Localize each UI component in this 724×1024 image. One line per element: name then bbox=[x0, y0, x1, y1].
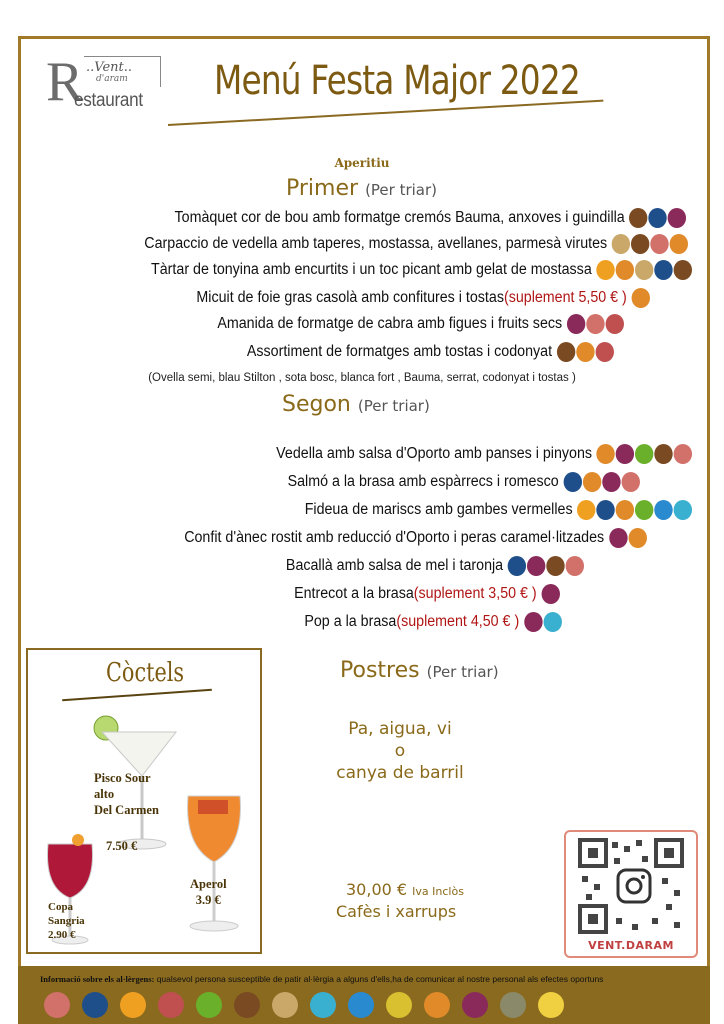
milk-icon bbox=[234, 992, 260, 1018]
sangria-price: 2.90 € bbox=[48, 929, 76, 941]
drink-line2: o bbox=[394, 741, 406, 761]
soy-icon bbox=[500, 992, 526, 1018]
drink-line3: canya de barril bbox=[336, 763, 464, 783]
allergen-footer bbox=[18, 966, 710, 1024]
segon-dish bbox=[276, 444, 692, 464]
gluten-icon bbox=[424, 992, 450, 1018]
sangria-line2: Sangria bbox=[48, 915, 85, 927]
primer-dish bbox=[151, 260, 692, 280]
aperitiu-label: Aperitiu bbox=[334, 156, 390, 170]
mustard-icon bbox=[158, 992, 184, 1018]
mustard-icon bbox=[606, 314, 624, 334]
gluten-icon bbox=[583, 472, 601, 492]
dish-supplement: (suplement 4,50 € ) bbox=[396, 613, 520, 630]
menu-price bbox=[346, 880, 464, 899]
gluten-icon bbox=[632, 288, 650, 308]
allergen-icons bbox=[631, 288, 650, 308]
fish-icon bbox=[648, 208, 666, 228]
gluten-icon bbox=[596, 444, 614, 464]
milk-icon bbox=[631, 234, 649, 254]
cocktails-box bbox=[26, 648, 262, 954]
gluten-icon bbox=[616, 500, 634, 520]
celery-icon bbox=[635, 444, 653, 464]
dish-name: Salmó a la brasa amb espàrrecs i romesco bbox=[287, 473, 560, 490]
nuts-icon bbox=[622, 472, 640, 492]
mustard-icon bbox=[596, 342, 614, 362]
nuts-icon bbox=[650, 234, 668, 254]
fish-icon bbox=[596, 500, 614, 520]
allergen-info-title: Informació sobre els al·lèrgens: bbox=[40, 974, 155, 984]
sangria-line1: Copa bbox=[48, 901, 74, 913]
primer-dish bbox=[144, 234, 688, 254]
nuts-icon bbox=[586, 314, 604, 334]
egg-icon bbox=[596, 260, 614, 280]
aperol-label bbox=[190, 876, 227, 908]
gluten-icon bbox=[628, 528, 646, 548]
dish-supplement: (suplement 5,50 € ) bbox=[504, 289, 627, 306]
dish-name: Pop a la brasa bbox=[304, 613, 397, 630]
gluten-icon bbox=[616, 260, 634, 280]
postres-title: Postres bbox=[340, 658, 420, 683]
segon-dish bbox=[305, 500, 692, 520]
milk-icon bbox=[674, 260, 692, 280]
allergen-icons bbox=[507, 556, 584, 576]
logo-r: R bbox=[46, 51, 84, 113]
cocktails-title: Còctels bbox=[106, 658, 185, 688]
mollusc-icon bbox=[310, 992, 336, 1018]
allergen-info-text: qualsevol persona susceptible de patir al·lèrgia a alguns d'ells,ha de comunicar al nostre personal als efectes oportuns bbox=[154, 974, 604, 984]
pisco-line2: alto bbox=[94, 787, 115, 801]
allergen-info bbox=[40, 974, 603, 984]
aperol-glass-icon bbox=[180, 786, 250, 936]
sesame-icon bbox=[612, 234, 630, 254]
fish-icon bbox=[82, 992, 108, 1018]
crustacean-icon bbox=[348, 992, 374, 1018]
segon-dish bbox=[286, 556, 584, 576]
aperol-price: 3.9 € bbox=[195, 893, 221, 907]
pisco-line1: Pisco Sour bbox=[94, 771, 151, 785]
dish-name: Tàrtar de tonyina amb encurtits i un toc picant amb gelat de mostassa bbox=[151, 261, 592, 278]
primer-subtitle: (Per triar) bbox=[365, 181, 438, 199]
sulphite-icon bbox=[527, 556, 545, 576]
sesame-icon bbox=[635, 260, 653, 280]
gluten-icon bbox=[576, 342, 594, 362]
dish-name: Fideua de mariscs amb gambes vermelles bbox=[304, 501, 573, 518]
sulphite-icon bbox=[542, 584, 560, 604]
segon-dish bbox=[294, 584, 560, 604]
pisco-line3: Del Carmen bbox=[94, 803, 159, 817]
fish-icon bbox=[654, 260, 672, 280]
dish-name: Entrecot a la brasa bbox=[294, 585, 415, 602]
milk-icon bbox=[629, 208, 647, 228]
allergen-icon-row bbox=[44, 992, 564, 1018]
segon-dish bbox=[288, 472, 640, 492]
qr-label: VENT.DARAM bbox=[588, 939, 674, 952]
primer-dish bbox=[197, 288, 650, 308]
allergen-icons bbox=[563, 472, 640, 492]
segon-dish bbox=[184, 528, 646, 548]
segon-subtitle: (Per triar) bbox=[357, 397, 430, 415]
price-note: Iva Inclòs bbox=[412, 885, 464, 898]
logo-daram: d'aram bbox=[96, 74, 128, 84]
allergen-icons bbox=[556, 342, 614, 362]
allergen-icons bbox=[523, 612, 562, 632]
segon-dish bbox=[305, 612, 562, 632]
primer-heading bbox=[286, 176, 437, 201]
fish-icon bbox=[564, 472, 582, 492]
allergen-icons bbox=[607, 528, 646, 548]
peanut-icon bbox=[538, 992, 564, 1018]
primer-dish bbox=[174, 208, 686, 228]
allergen-icons bbox=[611, 234, 688, 254]
pisco-price: 7.50 € bbox=[106, 839, 138, 853]
sulphite-icon bbox=[608, 528, 626, 548]
drink-line1: Pa, aigua, vi bbox=[348, 719, 452, 739]
sangria-label bbox=[48, 900, 85, 942]
allergen-icons bbox=[541, 584, 560, 604]
sesame-icon bbox=[272, 992, 298, 1018]
egg-icon bbox=[120, 992, 146, 1018]
sulphite-icon bbox=[602, 472, 620, 492]
egg-icon bbox=[577, 500, 595, 520]
dish-name: Confit d'ànec rostit amb reducció d'Oporto i peras caramel·litzades bbox=[183, 529, 604, 546]
primer-dish bbox=[247, 342, 614, 362]
mollusc-icon bbox=[544, 612, 562, 632]
dish-name: Tomàquet cor de bou amb formatge cremós Bauma, anxoves i guindilla bbox=[174, 209, 625, 226]
milk-icon bbox=[654, 444, 672, 464]
celery-icon bbox=[196, 992, 222, 1018]
cafes-label: Cafès i xarrups bbox=[336, 902, 457, 921]
mollusc-icon bbox=[674, 500, 692, 520]
logo-vent: ..Vent.. bbox=[86, 60, 133, 75]
nuts-icon bbox=[674, 444, 692, 464]
dish-name: Vedella amb salsa d'Oporto amb panses i pinyons bbox=[275, 445, 592, 462]
restaurant-logo bbox=[46, 51, 164, 116]
pisco-sour-label bbox=[94, 770, 159, 818]
fish-icon bbox=[508, 556, 526, 576]
menu-title: Menú Festa Major 2022 bbox=[214, 58, 580, 104]
qr-pattern-icon bbox=[566, 834, 696, 938]
lupin-icon bbox=[386, 992, 412, 1018]
dish-name: Micuit de foie gras casolà amb confitures i tostas bbox=[196, 289, 505, 306]
nuts-icon bbox=[566, 556, 584, 576]
price-value: 30,00 € bbox=[346, 880, 408, 899]
sulphite-icon bbox=[462, 992, 488, 1018]
postres-heading bbox=[340, 658, 499, 683]
primer-title: Primer bbox=[286, 176, 359, 201]
segon-heading bbox=[282, 392, 430, 417]
allergen-icons bbox=[628, 208, 686, 228]
milk-icon bbox=[546, 556, 564, 576]
sulphite-icon bbox=[524, 612, 542, 632]
nuts-icon bbox=[44, 992, 70, 1018]
instagram-qr-code[interactable] bbox=[564, 830, 698, 958]
cheese-note: (Ovella semi, blau Stilton , sota bosc, blanca fort , Bauma, serrat, codonyat i tostas ) bbox=[148, 372, 576, 384]
allergen-icons bbox=[595, 260, 692, 280]
celery-icon bbox=[635, 500, 653, 520]
dish-supplement: (suplement 3,50 € ) bbox=[414, 585, 537, 602]
primer-dish bbox=[218, 314, 624, 334]
dish-name: Carpaccio de vedella amb taperes, mostassa, avellanes, parmesà virutes bbox=[144, 235, 608, 252]
gluten-icon bbox=[670, 234, 688, 254]
allergen-icons bbox=[595, 444, 692, 464]
allergen-icons bbox=[576, 500, 692, 520]
dish-name: Assortiment de formatges amb tostas i codonyat bbox=[247, 343, 553, 360]
segon-title: Segon bbox=[282, 392, 351, 417]
sulphite-icon bbox=[567, 314, 585, 334]
drinks-block bbox=[330, 718, 470, 784]
dish-name: Bacallà amb salsa de mel i taronja bbox=[285, 557, 504, 574]
logo-restaurant: estaurant bbox=[74, 90, 143, 111]
aperol-name: Aperol bbox=[190, 877, 227, 891]
postres-subtitle: (Per triar) bbox=[426, 663, 499, 681]
milk-icon bbox=[557, 342, 575, 362]
crustacean-icon bbox=[654, 500, 672, 520]
allergen-icons bbox=[566, 314, 624, 334]
cocktails-underline bbox=[62, 689, 212, 701]
sulphite-icon bbox=[668, 208, 686, 228]
dish-name: Amanida de formatge de cabra amb figues i fruits secs bbox=[217, 315, 563, 332]
sulphite-icon bbox=[616, 444, 634, 464]
